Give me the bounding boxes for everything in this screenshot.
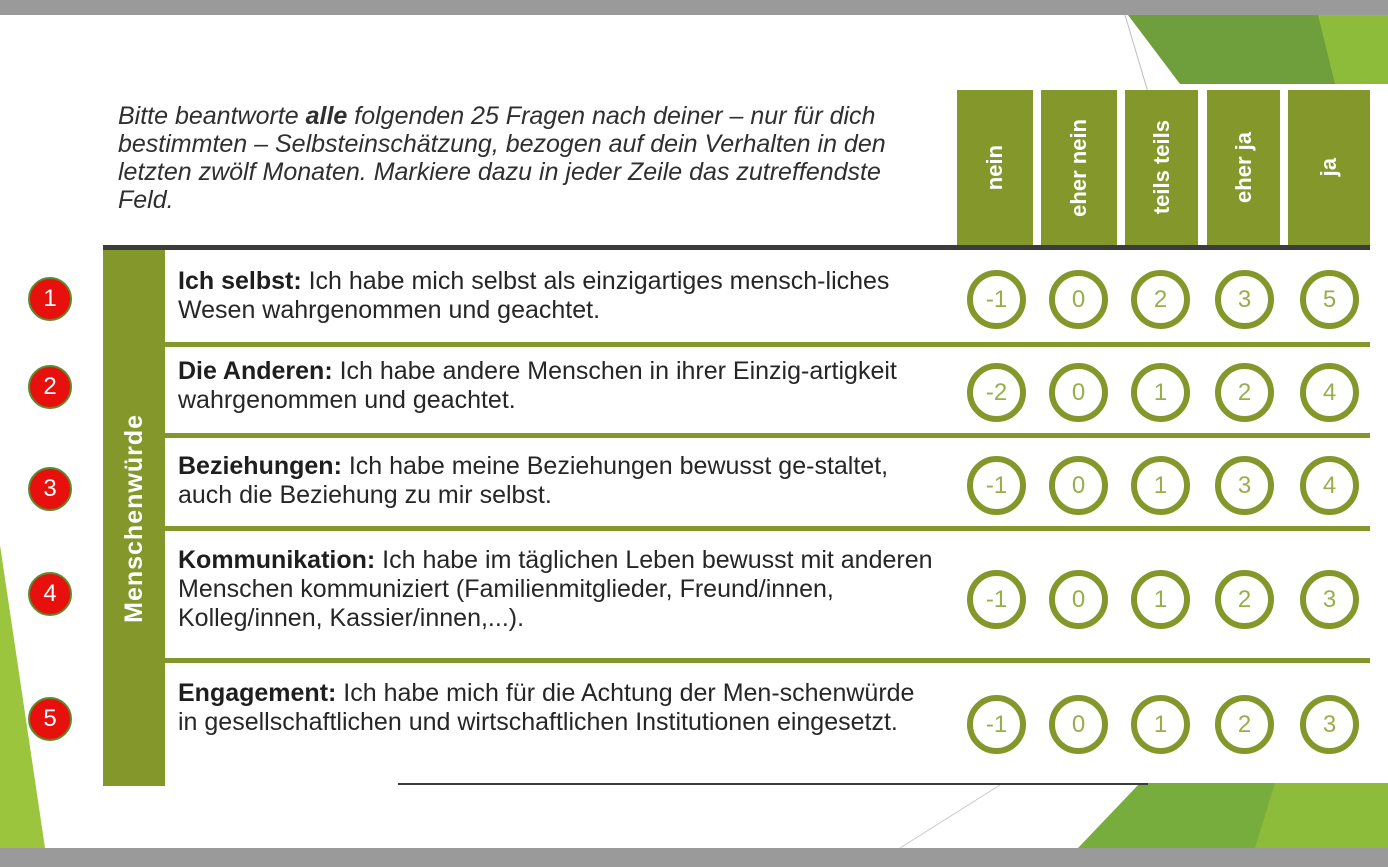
column-header-label: ja	[1316, 158, 1341, 177]
column-header-nein	[957, 90, 1033, 245]
column-header-eher-ja	[1207, 90, 1280, 245]
question-text: Ich habe mich für die Achtung der Men-schenwürde in gesellschaftlichen und wirtschaftlichen Institutionen eingesetzt.	[178, 679, 915, 736]
header-divider	[103, 245, 1370, 250]
bottom-right-line	[900, 785, 1000, 848]
answer-option-eher-ja[interactable]: 3	[1215, 456, 1274, 515]
answer-option-ja[interactable]: 4	[1300, 456, 1359, 515]
column-header-teils-teils	[1125, 90, 1198, 245]
answer-option-nein[interactable]: -1	[967, 695, 1026, 754]
question-number-badge: 1	[28, 277, 72, 321]
question-5	[178, 679, 938, 737]
column-header-eher-nein	[1041, 90, 1117, 245]
answer-option-nein[interactable]: -1	[967, 456, 1026, 515]
answer-option-eher-nein[interactable]: 0	[1049, 270, 1108, 329]
answer-option-eher-ja[interactable]: 3	[1215, 270, 1274, 329]
answer-option-teils-teils[interactable]: 2	[1131, 270, 1190, 329]
question-title: Beziehungen:	[178, 452, 342, 480]
column-header-ja	[1288, 90, 1370, 245]
answer-option-eher-ja[interactable]: 2	[1215, 570, 1274, 629]
row-divider	[165, 342, 1370, 347]
answer-option-teils-teils[interactable]: 1	[1131, 456, 1190, 515]
answer-option-eher-nein[interactable]: 0	[1049, 456, 1108, 515]
question-title: Ich selbst:	[178, 267, 302, 295]
column-header-label: nein	[982, 144, 1007, 191]
instructions-pre: Bitte beantworte	[118, 102, 306, 130]
row-divider	[165, 433, 1370, 438]
answer-option-eher-ja[interactable]: 2	[1215, 363, 1274, 422]
question-text: Ich habe im täglichen Leben bewusst mit anderen Menschen kommuniziert (Familienmitglieder, Freund/innen, Kolleg/innen, Kassier/innen,...).	[178, 546, 933, 632]
table-bottom-rule	[398, 783, 1148, 785]
instructions-emphasis: alle	[305, 102, 348, 130]
answer-option-ja[interactable]: 5	[1300, 270, 1359, 329]
question-4	[178, 546, 938, 633]
column-header-label: eher nein	[1066, 118, 1091, 217]
row-divider	[165, 526, 1370, 531]
answer-option-nein[interactable]: -1	[967, 270, 1026, 329]
bottom-border	[0, 848, 1388, 867]
question-number-badge: 4	[28, 572, 72, 616]
row-divider	[165, 658, 1370, 663]
answer-option-nein[interactable]: -2	[967, 363, 1026, 422]
answer-option-nein[interactable]: -1	[967, 570, 1026, 629]
answer-option-eher-ja[interactable]: 2	[1215, 695, 1274, 754]
column-header-label: teils teils	[1148, 120, 1174, 215]
question-number-badge: 2	[28, 365, 72, 409]
answer-option-ja[interactable]: 3	[1300, 570, 1359, 629]
question-title: Die Anderen:	[178, 357, 333, 385]
question-title: Kommunikation:	[178, 546, 376, 574]
question-1	[178, 267, 938, 325]
question-number-badge: 5	[28, 697, 72, 741]
section-panel	[103, 250, 165, 786]
question-text: Ich habe andere Menschen in ihrer Einzig-artigkeit wahrgenommen und geachtet.	[178, 357, 897, 414]
instructions-post: folgenden 25 Fragen nach deiner – nur für dich bestimmten – Selbsteinschätzung, bezogen auf dein Verhalten in den letzten zwölf Monaten. Markiere dazu in jeder Zeile das zutreffendste Feld.	[118, 102, 886, 214]
answer-option-teils-teils[interactable]: 1	[1131, 570, 1190, 629]
question-2	[178, 357, 938, 415]
column-header-label: eher ja	[1230, 132, 1256, 203]
answer-option-ja[interactable]: 4	[1300, 363, 1359, 422]
question-text: Ich habe mich selbst als einzigartiges mensch-liches Wesen wahrgenommen und geachtet.	[178, 267, 890, 324]
answer-option-eher-nein[interactable]: 0	[1049, 570, 1108, 629]
question-number-badge: 3	[28, 467, 72, 511]
question-text: Ich habe meine Beziehungen bewusst ge-staltet, auch die Beziehung zu mir selbst.	[178, 452, 889, 509]
question-3	[178, 452, 938, 510]
section-label: Menschenwürde	[119, 413, 148, 623]
bottom-right-shape-light	[1255, 783, 1388, 848]
answer-option-eher-nein[interactable]: 0	[1049, 363, 1108, 422]
question-title: Engagement:	[178, 679, 337, 707]
answer-option-teils-teils[interactable]: 1	[1131, 363, 1190, 422]
answer-option-ja[interactable]: 3	[1300, 695, 1359, 754]
instructions	[118, 102, 938, 214]
answer-option-teils-teils[interactable]: 1	[1131, 695, 1190, 754]
answer-option-eher-nein[interactable]: 0	[1049, 695, 1108, 754]
